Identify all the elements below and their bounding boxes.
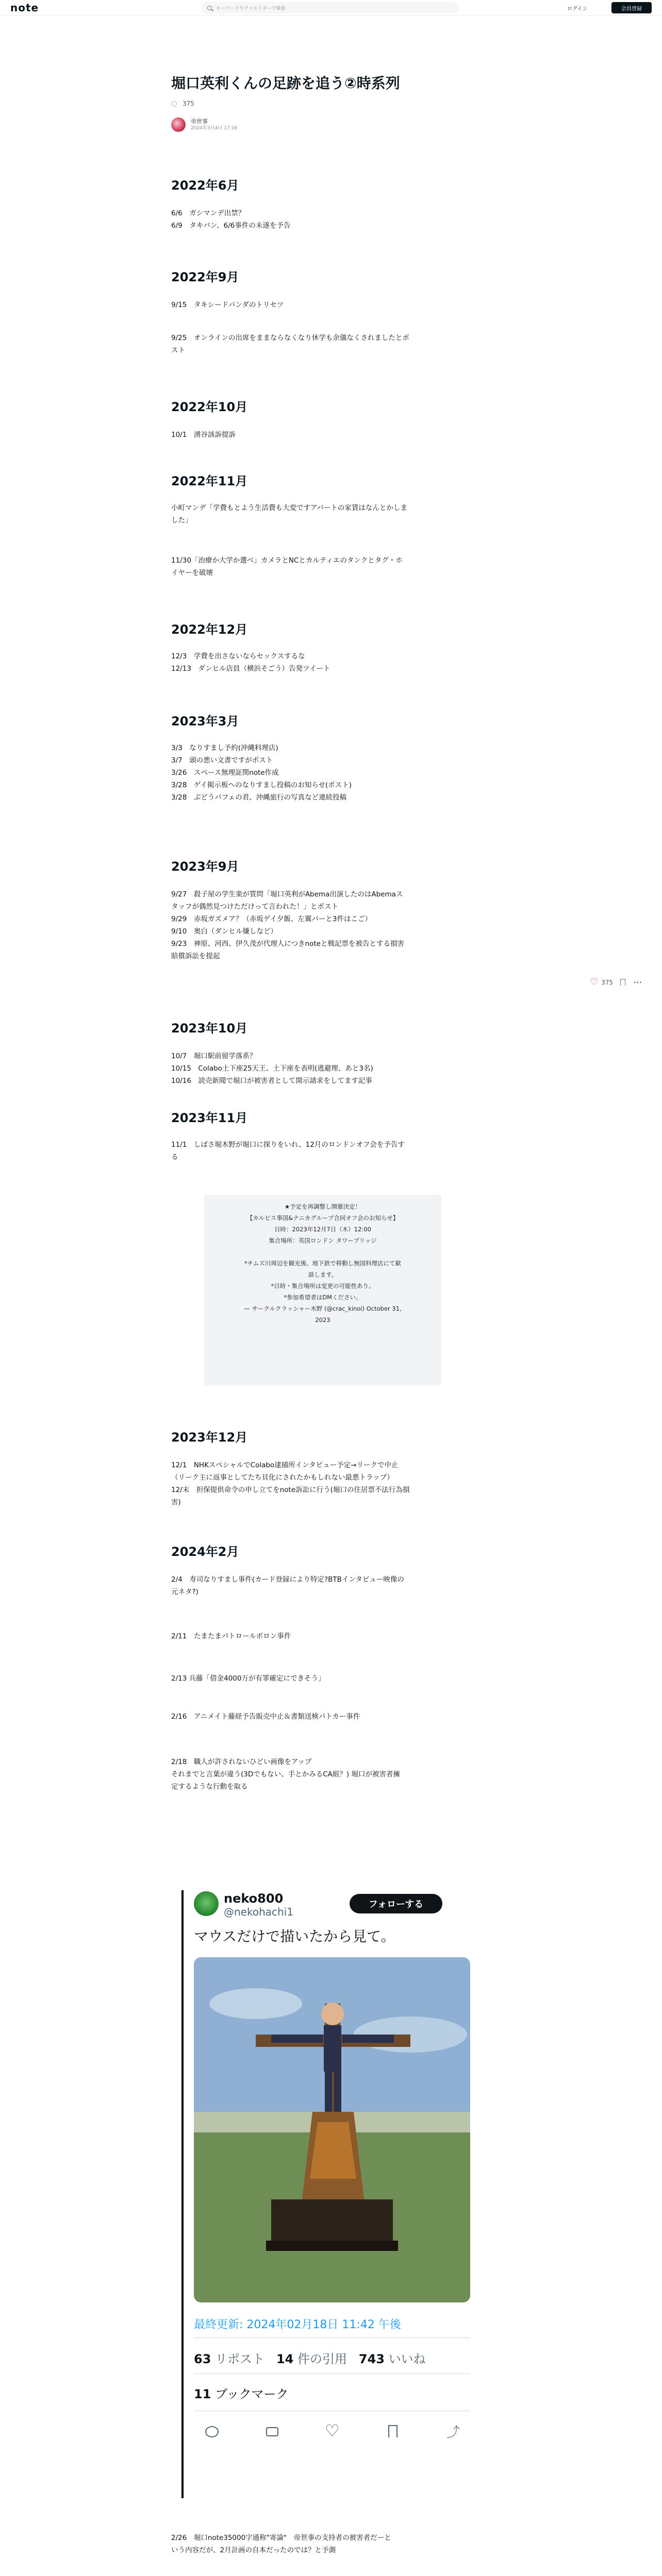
bookmark-icon[interactable]	[620, 979, 625, 986]
timeline-line: 9/29 赤坂ガズメア？（赤坂ゲイ夕飯、左翼パーと3件はこご）	[171, 915, 372, 923]
timeline-line: それまでと言葉が違う(3Dでもない、手とかみるCA組？) 堀口が被害者擁	[171, 1770, 400, 1778]
timeline-line: 11/1 しばさ堀木野が堀口に探りをいれ、12月のロンドンオフ会を予告す	[171, 1141, 405, 1149]
like-count-text: 375	[183, 100, 194, 107]
article-title: 堀口英利くんの足跡を追う②時系列	[171, 75, 400, 92]
top-header	[0, 0, 662, 15]
timeline-line: 10/15 Colabo土下座25天王、土下座を表明(逃避理、あと3名)	[171, 1064, 373, 1073]
heart-icon	[171, 100, 178, 107]
floating-like-count: 375	[601, 978, 614, 986]
section-heading: 2023年11月	[171, 1111, 248, 1125]
timeline-paragraph	[171, 650, 470, 675]
publish-date: 2024年3月4日 17:16	[191, 126, 238, 131]
timeline-line: 2/16 アニメイト藤経予告販売中止＆書類送検パトカー事件	[171, 1713, 360, 1721]
timeline-line: 定するような行動を取る	[171, 1783, 248, 1791]
timeline-line: タッフが偶然見つけただけって言われた！」とポスト	[171, 903, 338, 911]
timeline-paragraph	[171, 1050, 470, 1087]
timeline-paragraph	[171, 1630, 470, 1642]
author-name[interactable]: 帝世事	[191, 118, 208, 125]
more-icon[interactable]: ···	[634, 978, 642, 986]
notice-line	[204, 1246, 441, 1258]
tweet-text: マウスだけで描いたから見て。	[194, 1928, 395, 1945]
tweet-author-name[interactable]: neko800	[224, 1891, 284, 1906]
notice-line: — サークルクラッシャー木野 (@crac_kinoi) October 31,	[244, 1305, 402, 1312]
embedded-tweet[interactable]	[181, 1890, 460, 2498]
notice-line: *参加希望者はDMください。	[284, 1294, 362, 1301]
timeline-line: 2/26 堀口note35000字通称"寄論" 帝世事の支持者の被害者だーと	[171, 2534, 391, 2542]
notice-line: *日時・集合場所は変更の可能性あり。	[271, 1282, 375, 1290]
timeline-paragraph	[171, 888, 470, 962]
timeline-line: 10/7 堀口駅前留学落系？	[171, 1052, 257, 1060]
timeline-paragraph	[171, 429, 470, 441]
timeline-paragraph	[171, 207, 470, 232]
timeline-line: 9/10 奥白（ダンヒル嫌しなど）	[171, 927, 277, 936]
section-heading: 2022年9月	[171, 270, 239, 284]
notice-line: 2023	[315, 1316, 330, 1324]
timeline-line: 12/3 学費を出さないならセックスするな	[171, 652, 305, 660]
timeline-paragraph	[171, 332, 470, 357]
reply-icon[interactable]	[204, 2424, 219, 2438]
timeline-paragraph	[171, 502, 470, 527]
repost-label: リポスト	[215, 2352, 265, 2366]
tweet-divider	[194, 2337, 470, 2338]
tweet-bookmarks	[194, 2384, 288, 2402]
author-block[interactable]	[171, 117, 237, 132]
timeline-paragraph	[171, 742, 470, 804]
timeline-line: 3/26 スペース無理証関note作成	[171, 769, 279, 777]
section-heading: 2022年11月	[171, 474, 248, 488]
tweet-stats	[194, 2349, 426, 2367]
timeline-line: いう内容だが、2月計画の自本だったのでは？と予測	[171, 2546, 336, 2554]
article-like-count[interactable]	[171, 100, 194, 107]
section-heading: 2022年12月	[171, 622, 248, 637]
timeline-line: 9/25 オンラインの出席をままならなくなり休学も余儀なくされましたとポ	[171, 334, 409, 342]
quote-label: 件の引用	[297, 2352, 347, 2366]
share-icon[interactable]	[445, 2424, 460, 2438]
section-heading: 2022年6月	[171, 178, 239, 193]
timeline-paragraph	[171, 2532, 470, 2556]
timeline-line: 9/15 タキシードパンダのトリセツ	[171, 301, 284, 309]
section-heading: 2023年12月	[171, 1430, 248, 1445]
timeline-line: 3/3 なりすまし予約(沖縄料理店)	[171, 744, 278, 752]
notice-line: ★予定を再調整し開催決定！	[284, 1203, 361, 1210]
like-icon[interactable]	[325, 2424, 339, 2438]
timeline-line: 11/30「治療か大学か選べ」カメラとNCとカルティエのタンクとタグ・ホ	[171, 556, 403, 565]
notice-line: *チムズ川周辺を観光後、地下鉄で移動し無国料理店にて歓	[244, 1260, 402, 1267]
signup-button[interactable]: 会員登録	[611, 2, 652, 13]
tweet-avatar[interactable]	[194, 1891, 219, 1916]
bookmark-icon[interactable]	[385, 2424, 400, 2438]
timeline-line: 6/6 ガシマンデ出禁？	[171, 209, 245, 217]
section-heading: 2024年2月	[171, 1545, 239, 1559]
follow-button[interactable]: フォローする	[350, 1894, 442, 1913]
timeline-line: 12/13 ダンヒル店員（横浜そごう）告発ツイート	[171, 665, 330, 673]
timeline-line: 害)	[171, 1498, 181, 1506]
timeline-paragraph	[171, 1672, 470, 1685]
timeline-line: 10/1 湧谷該訴提訴	[171, 431, 236, 439]
timeline-paragraph	[171, 299, 470, 311]
floating-action-bar	[590, 977, 642, 988]
timeline-line: した」	[171, 516, 192, 524]
timeline-paragraph	[171, 554, 470, 579]
timeline-line: 9/23 神原、河西、伊久茂が代理人につきnoteと戦記票を被告とする損害	[171, 940, 404, 948]
search-input[interactable]	[201, 2, 459, 13]
timeline-line: 小町マンデ「学費もとよう生活費も大変ですアパートの家賃はなんとかしま	[171, 504, 407, 512]
bookmark-count[interactable]: 11	[194, 2387, 211, 2401]
section-heading: 2022年10月	[171, 400, 248, 414]
timeline-line: 2/11 たまたまパトロールボロン事件	[171, 1632, 291, 1640]
notice-line: 【カルビス事国&ナニカグループ合同オフ会のお知らせ】	[246, 1214, 399, 1222]
notice-line: 日時：2023年12月7日（木）12:00	[274, 1226, 371, 1233]
heart-icon[interactable]: ♡	[590, 977, 599, 988]
timeline-line: 2/13 兵藤「借金4000万が有罪確定にできそう」	[171, 1674, 325, 1683]
search-placeholder: キーワードやクリエイターで検索	[216, 6, 286, 11]
tweet-actions	[194, 2424, 470, 2445]
timeline-line: （リーク主に返事としてたち貝化にされたかもしれない最悪トラップ）	[171, 1473, 394, 1482]
bookmark-label: ブックマーク	[215, 2387, 289, 2401]
tweet-updated-time[interactable]: 最終更新: 2024年02月18日 11:42 午後	[194, 2318, 401, 2331]
repost-icon[interactable]	[264, 2424, 279, 2438]
timeline-line: イヤーを破壊	[171, 569, 213, 577]
timeline-line: 12/末 担保提供命令の申し立てをnote訴訟に行う(堀口の住居票不法行為損	[171, 1486, 410, 1494]
timeline-line: スト	[171, 346, 185, 354]
timeline-paragraph	[171, 1756, 470, 1793]
timeline-paragraph	[171, 1139, 470, 1163]
quote-count[interactable]: 14	[276, 2352, 294, 2366]
timeline-line: 3/28 ゲイ掲示板へのなりすまし投稿のお知らせ(ポスト)	[171, 781, 352, 789]
timeline-line: 賠償訴訟を提起	[171, 952, 220, 960]
section-heading: 2023年9月	[171, 859, 239, 874]
repost-count[interactable]: 63	[194, 2352, 211, 2366]
search-icon	[207, 6, 212, 10]
note-logo[interactable]: note	[10, 2, 39, 14]
timeline-line: る	[171, 1153, 178, 1161]
tweet-like-label: いいね	[388, 2352, 426, 2366]
timeline-line: 12/1 NHKスペシャルでColabo逮捕所インタビュー予定→リークで中止	[171, 1461, 399, 1469]
timeline-line: 10/16 読売新聞で堀口が被害者として開示請求をしてます記事	[171, 1077, 372, 1085]
section-heading: 2023年10月	[171, 1021, 248, 1036]
timeline-line: 3/28 ぶどうパフェの君、沖縄旅行の写真など連続投稿	[171, 793, 347, 802]
tweet-image[interactable]	[194, 1957, 470, 2302]
timeline-line: 3/7 頭の悪い文書ですがポスト	[171, 756, 273, 765]
notice-line: 集合場所：英国ロンドン タワーブリッジ	[269, 1237, 377, 1244]
timeline-line: 2/4 寿司なりすまし事件(カード登録により特定?BTBインタビュー映像の	[171, 1575, 404, 1584]
tweet-like-count[interactable]: 743	[358, 2352, 385, 2366]
timeline-line: 6/9 タキバン、6/6事件の未遂を予告	[171, 222, 291, 230]
timeline-line: 9/27 殺子屋の学生楽が質問「堀口英利がAbema出演したのはAbemaス	[171, 890, 403, 899]
notice-line: 談します。	[308, 1271, 338, 1278]
section-heading: 2023年3月	[171, 714, 239, 728]
timeline-paragraph	[171, 1710, 470, 1723]
timeline-paragraph	[171, 1573, 470, 1598]
timeline-line: 2/18 職人が許されないひどい画像をアップ	[171, 1758, 312, 1766]
timeline-line: 元ネタ?)	[171, 1588, 198, 1596]
crucifix-drawing-image	[194, 1957, 470, 2302]
timeline-paragraph	[171, 1459, 470, 1509]
tweet-author-handle[interactable]: @nekohachi1	[224, 1906, 293, 1918]
avatar[interactable]	[171, 117, 186, 132]
login-link[interactable]: ログイン	[567, 6, 588, 12]
embedded-notice	[204, 1195, 441, 1385]
